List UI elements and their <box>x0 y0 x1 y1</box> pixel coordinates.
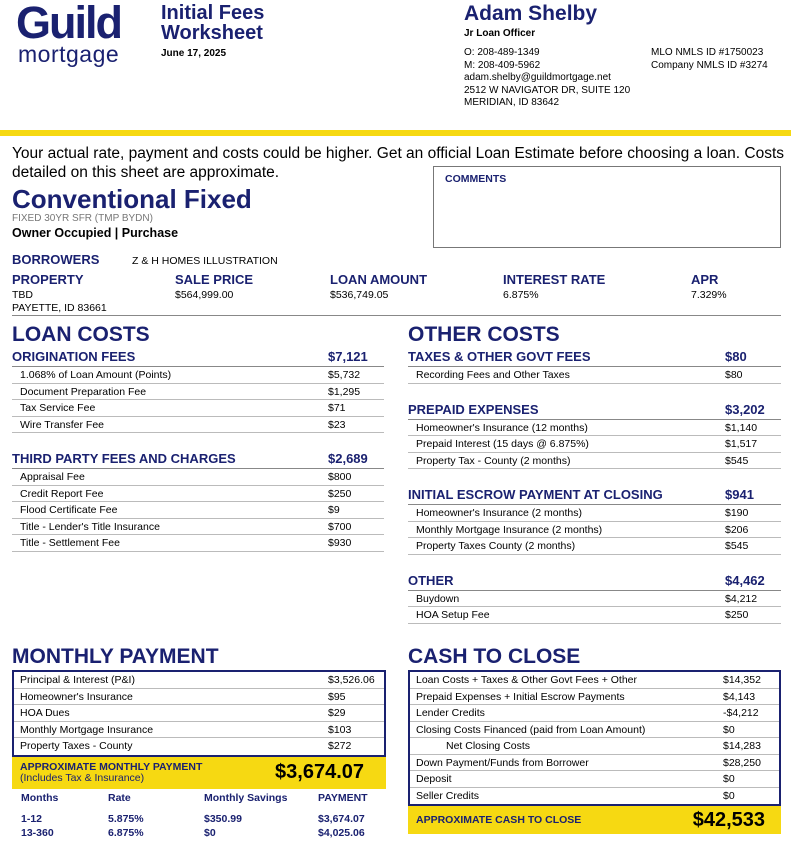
occupancy: Owner Occupied | Purchase <box>12 226 179 240</box>
payment-header: PAYMENT <box>318 791 368 804</box>
fee-row <box>12 384 384 401</box>
loan-amount-info <box>330 272 427 302</box>
fee-row <box>408 591 781 608</box>
cash-row <box>410 689 779 706</box>
fee-row <box>12 519 384 536</box>
cash-amount: $0 <box>723 789 735 802</box>
fee-amount: $4,212 <box>725 592 758 605</box>
loan-amount-value: $536,749.05 <box>330 289 389 301</box>
cash-row <box>410 672 779 689</box>
taxes-total: $80 <box>725 349 747 364</box>
fee-amount: $1,295 <box>328 385 361 398</box>
worksheet-date: June 17, 2025 <box>161 48 227 59</box>
cash-amount: $14,352 <box>723 674 761 686</box>
fee-amount: $9 <box>328 504 340 516</box>
fee-label: Appraisal Fee <box>20 471 85 483</box>
interest-rate-label: INTEREST RATE <box>503 272 606 287</box>
info-divider <box>12 315 781 316</box>
fee-amount: $545 <box>725 454 749 467</box>
comments-label: COMMENTS <box>445 173 507 185</box>
fee-label: Title - Settlement Fee <box>20 537 120 549</box>
guild-logo <box>16 0 136 67</box>
loan-costs-section <box>12 323 384 552</box>
fee-row <box>408 522 781 539</box>
apr-info <box>691 272 727 302</box>
borrowers-label: BORROWERS <box>12 252 100 267</box>
logo-wordmark: Guild <box>16 0 121 48</box>
schedule-savings: $0 <box>204 826 216 839</box>
prepaid-header <box>408 402 781 420</box>
payment-amount: $272 <box>328 740 352 752</box>
property-line-1: TBD <box>12 289 33 301</box>
property-line-2: PAYETTE, ID 83661 <box>12 301 107 314</box>
fee-label: Recording Fees and Other Taxes <box>416 369 570 381</box>
fee-label: Buydown <box>416 592 460 605</box>
fee-amount: $190 <box>725 507 749 519</box>
cash-to-close-table <box>408 670 781 806</box>
fee-amount: $1,517 <box>725 438 758 450</box>
fee-label: Credit Report Fee <box>20 487 104 500</box>
other-total: $4,462 <box>725 572 765 588</box>
fee-amount: $80 <box>725 369 743 381</box>
sale-price-label: SALE PRICE <box>175 272 254 287</box>
interest-rate-info <box>503 272 605 302</box>
schedule-header-row <box>12 791 386 805</box>
fee-label: Wire Transfer Fee <box>20 418 105 431</box>
company-nmls: Company NMLS ID #3274 <box>651 59 768 71</box>
interest-rate-value: 6.875% <box>503 289 539 301</box>
fee-label: Homeowner's Insurance (2 months) <box>416 507 582 519</box>
approx-monthly-value: $3,674.07 <box>275 761 364 783</box>
fee-amount: $71 <box>328 402 346 414</box>
loan-costs-title: LOAN COSTS <box>12 323 150 346</box>
cash-row <box>410 755 779 772</box>
email: adam.shelby@guildmortgage.net <box>464 72 611 83</box>
payment-row <box>14 672 384 689</box>
cash-label: Loan Costs + Taxes & Other Govt Fees + Other <box>416 674 637 686</box>
logo-subword: mortgage <box>18 41 120 67</box>
prepaid-total: $3,202 <box>725 401 765 417</box>
loan-officer-contact <box>464 47 630 110</box>
nmls-info <box>651 47 768 72</box>
origination-fees-header <box>12 349 384 367</box>
fee-row <box>12 469 384 486</box>
approx-cash-value: $42,533 <box>692 808 765 831</box>
other-label: OTHER <box>408 572 454 588</box>
cash-row <box>410 738 779 755</box>
loan-type: Conventional Fixed <box>12 184 252 214</box>
fee-label: Property Taxes County (2 months) <box>416 540 576 552</box>
origination-fees-label: ORIGINATION FEES <box>12 349 136 364</box>
cash-to-close-section <box>408 645 781 834</box>
approx-monthly-sub: (Includes Tax & Insurance) <box>20 771 145 784</box>
cash-label: Seller Credits <box>416 789 480 802</box>
apr-label: APR <box>691 272 719 287</box>
fee-row <box>408 607 781 624</box>
cash-amount: $14,283 <box>723 740 761 752</box>
schedule-months: 13-360 <box>21 826 54 839</box>
address-line-2: MERIDIAN, ID 83642 <box>464 97 560 108</box>
escrow-header <box>408 487 781 505</box>
property-info <box>12 272 107 314</box>
sale-price-info <box>175 272 253 302</box>
escrow-label: INITIAL ESCROW PAYMENT AT CLOSING <box>408 487 663 502</box>
cash-amount: $0 <box>723 773 735 785</box>
cash-row <box>410 771 779 788</box>
fee-label: Tax Service Fee <box>20 402 96 414</box>
cash-label: Closing Costs Financed (paid from Loan Amount) <box>416 723 646 736</box>
fee-amount: $23 <box>328 418 346 431</box>
cash-row <box>410 705 779 722</box>
cash-label: Prepaid Expenses + Initial Escrow Payments <box>416 690 625 703</box>
fee-amount: $206 <box>725 523 749 536</box>
mlo-nmls: MLO NMLS ID #1750023 <box>651 47 764 58</box>
fee-amount: $250 <box>328 487 352 500</box>
apr-value: 7.329% <box>691 289 727 301</box>
approx-cash-to-close <box>408 806 781 834</box>
property-label: PROPERTY <box>12 272 84 287</box>
schedule-row <box>12 826 386 840</box>
payment-label: Property Taxes - County <box>20 740 133 752</box>
office-phone: O: 208-489-1349 <box>464 47 540 58</box>
fee-row <box>408 538 781 555</box>
payment-label: HOA Dues <box>20 707 70 719</box>
monthly-payment-table <box>12 670 386 757</box>
cash-amount: $0 <box>723 723 735 736</box>
fee-label: HOA Setup Fee <box>416 609 490 621</box>
fee-row <box>408 420 781 437</box>
fee-label: 1.068% of Loan Amount (Points) <box>20 369 172 381</box>
cash-amount: $4,143 <box>723 690 756 703</box>
cash-amount: -$4,212 <box>723 707 759 719</box>
approx-monthly-label: APPROXIMATE MONTHLY PAYMENT <box>20 760 203 773</box>
cash-to-close-title: CASH TO CLOSE <box>408 645 581 668</box>
header-divider <box>0 130 791 136</box>
third-party-fees-label: THIRD PARTY FEES AND CHARGES <box>12 451 236 466</box>
fee-label: Property Tax - County (2 months) <box>416 454 571 467</box>
schedule-rate: 6.875% <box>108 826 144 839</box>
payment-amount: $103 <box>328 723 352 736</box>
fee-row <box>12 417 384 434</box>
loan-subtype: FIXED 30YR SFR (TMP BYDN) <box>12 213 153 224</box>
fee-row <box>408 505 781 522</box>
payment-row <box>14 705 384 722</box>
fee-row <box>408 436 781 453</box>
fee-row <box>12 367 384 384</box>
fee-label: Flood Certificate Fee <box>20 504 118 516</box>
comments-box <box>433 166 781 248</box>
other-costs-title: OTHER COSTS <box>408 323 560 346</box>
worksheet-title: Initial Fees Worksheet <box>161 2 265 44</box>
taxes-header <box>408 349 781 367</box>
payment-row <box>14 738 384 755</box>
payment-row <box>14 722 384 739</box>
loan-officer-name: Adam Shelby <box>464 2 598 25</box>
address-line-1: 2512 W NAVIGATOR DR, SUITE 120 <box>464 84 631 96</box>
payment-schedule-table <box>12 791 386 840</box>
fee-label: Document Preparation Fee <box>20 385 147 398</box>
payment-amount: $95 <box>328 690 346 703</box>
fee-row <box>12 400 384 417</box>
payment-label: Monthly Mortgage Insurance <box>20 723 154 736</box>
payment-amount: $3,526.06 <box>328 674 375 686</box>
approx-cash-label: APPROXIMATE CASH TO CLOSE <box>416 814 582 826</box>
fee-amount: $1,140 <box>725 421 758 434</box>
cash-label: Net Closing Costs <box>446 740 531 752</box>
approx-monthly-payment <box>12 757 386 789</box>
payment-label: Principal & Interest (P&I) <box>20 674 135 686</box>
fee-label: Monthly Mortgage Insurance (2 months) <box>416 523 603 536</box>
months-header: Months <box>21 791 59 804</box>
loan-officer-title: Jr Loan Officer <box>464 28 536 39</box>
fee-label: Homeowner's Insurance (12 months) <box>416 421 588 434</box>
payment-row <box>14 689 384 706</box>
fee-amount: $250 <box>725 609 749 621</box>
fee-row <box>408 367 781 384</box>
monthly-payment-title: MONTHLY PAYMENT <box>12 645 219 668</box>
rate-header: Rate <box>108 791 131 804</box>
fee-amount: $545 <box>725 540 749 552</box>
cash-row <box>410 722 779 739</box>
fee-amount: $5,732 <box>328 369 361 381</box>
loan-amount-label: LOAN AMOUNT <box>330 272 428 287</box>
fee-label: Title - Lender's Title Insurance <box>20 520 160 533</box>
taxes-label: TAXES & OTHER GOVT FEES <box>408 349 591 364</box>
payment-label: Homeowner's Insurance <box>20 690 133 703</box>
schedule-payment: $4,025.06 <box>318 826 365 839</box>
fee-row <box>12 535 384 552</box>
prepaid-label: PREPAID EXPENSES <box>408 401 539 417</box>
fee-amount: $800 <box>328 471 352 483</box>
sale-price-value: $564,999.00 <box>175 289 234 301</box>
other-costs-section <box>408 323 781 624</box>
schedule-rate: 5.875% <box>108 812 144 825</box>
borrowers-value: Z & H HOMES ILLUSTRATION <box>132 255 278 267</box>
disclaimer: Your actual rate, payment and costs could be higher. Get an official Loan Estimate before choosing a loan. Costs detailed on this sheet are approximate. <box>12 145 785 181</box>
cash-label: Lender Credits <box>416 707 485 719</box>
other-header <box>408 573 781 591</box>
payment-amount: $29 <box>328 707 346 719</box>
third-party-fees-total: $2,689 <box>328 451 368 466</box>
fee-amount: $930 <box>328 537 352 549</box>
fee-label: Prepaid Interest (15 days @ 6.875%) <box>416 438 589 450</box>
schedule-months: 1-12 <box>21 812 43 825</box>
schedule-savings: $350.99 <box>204 812 242 825</box>
cash-label: Deposit <box>416 773 452 785</box>
escrow-total: $941 <box>725 487 754 502</box>
savings-header: Monthly Savings <box>204 791 288 804</box>
third-party-fees-header <box>12 451 384 469</box>
fee-row <box>408 453 781 470</box>
cash-amount: $28,250 <box>723 756 761 769</box>
cash-label: Down Payment/Funds from Borrower <box>416 756 589 769</box>
cash-row <box>410 788 779 805</box>
origination-fees-total: $7,121 <box>328 349 368 364</box>
fee-amount: $700 <box>328 520 352 533</box>
mobile-phone: M: 208-409-5962 <box>464 59 541 71</box>
fee-row <box>12 502 384 519</box>
monthly-payment-section <box>12 645 386 840</box>
fee-row <box>12 486 384 503</box>
schedule-row <box>12 805 386 826</box>
schedule-payment: $3,674.07 <box>318 812 365 825</box>
